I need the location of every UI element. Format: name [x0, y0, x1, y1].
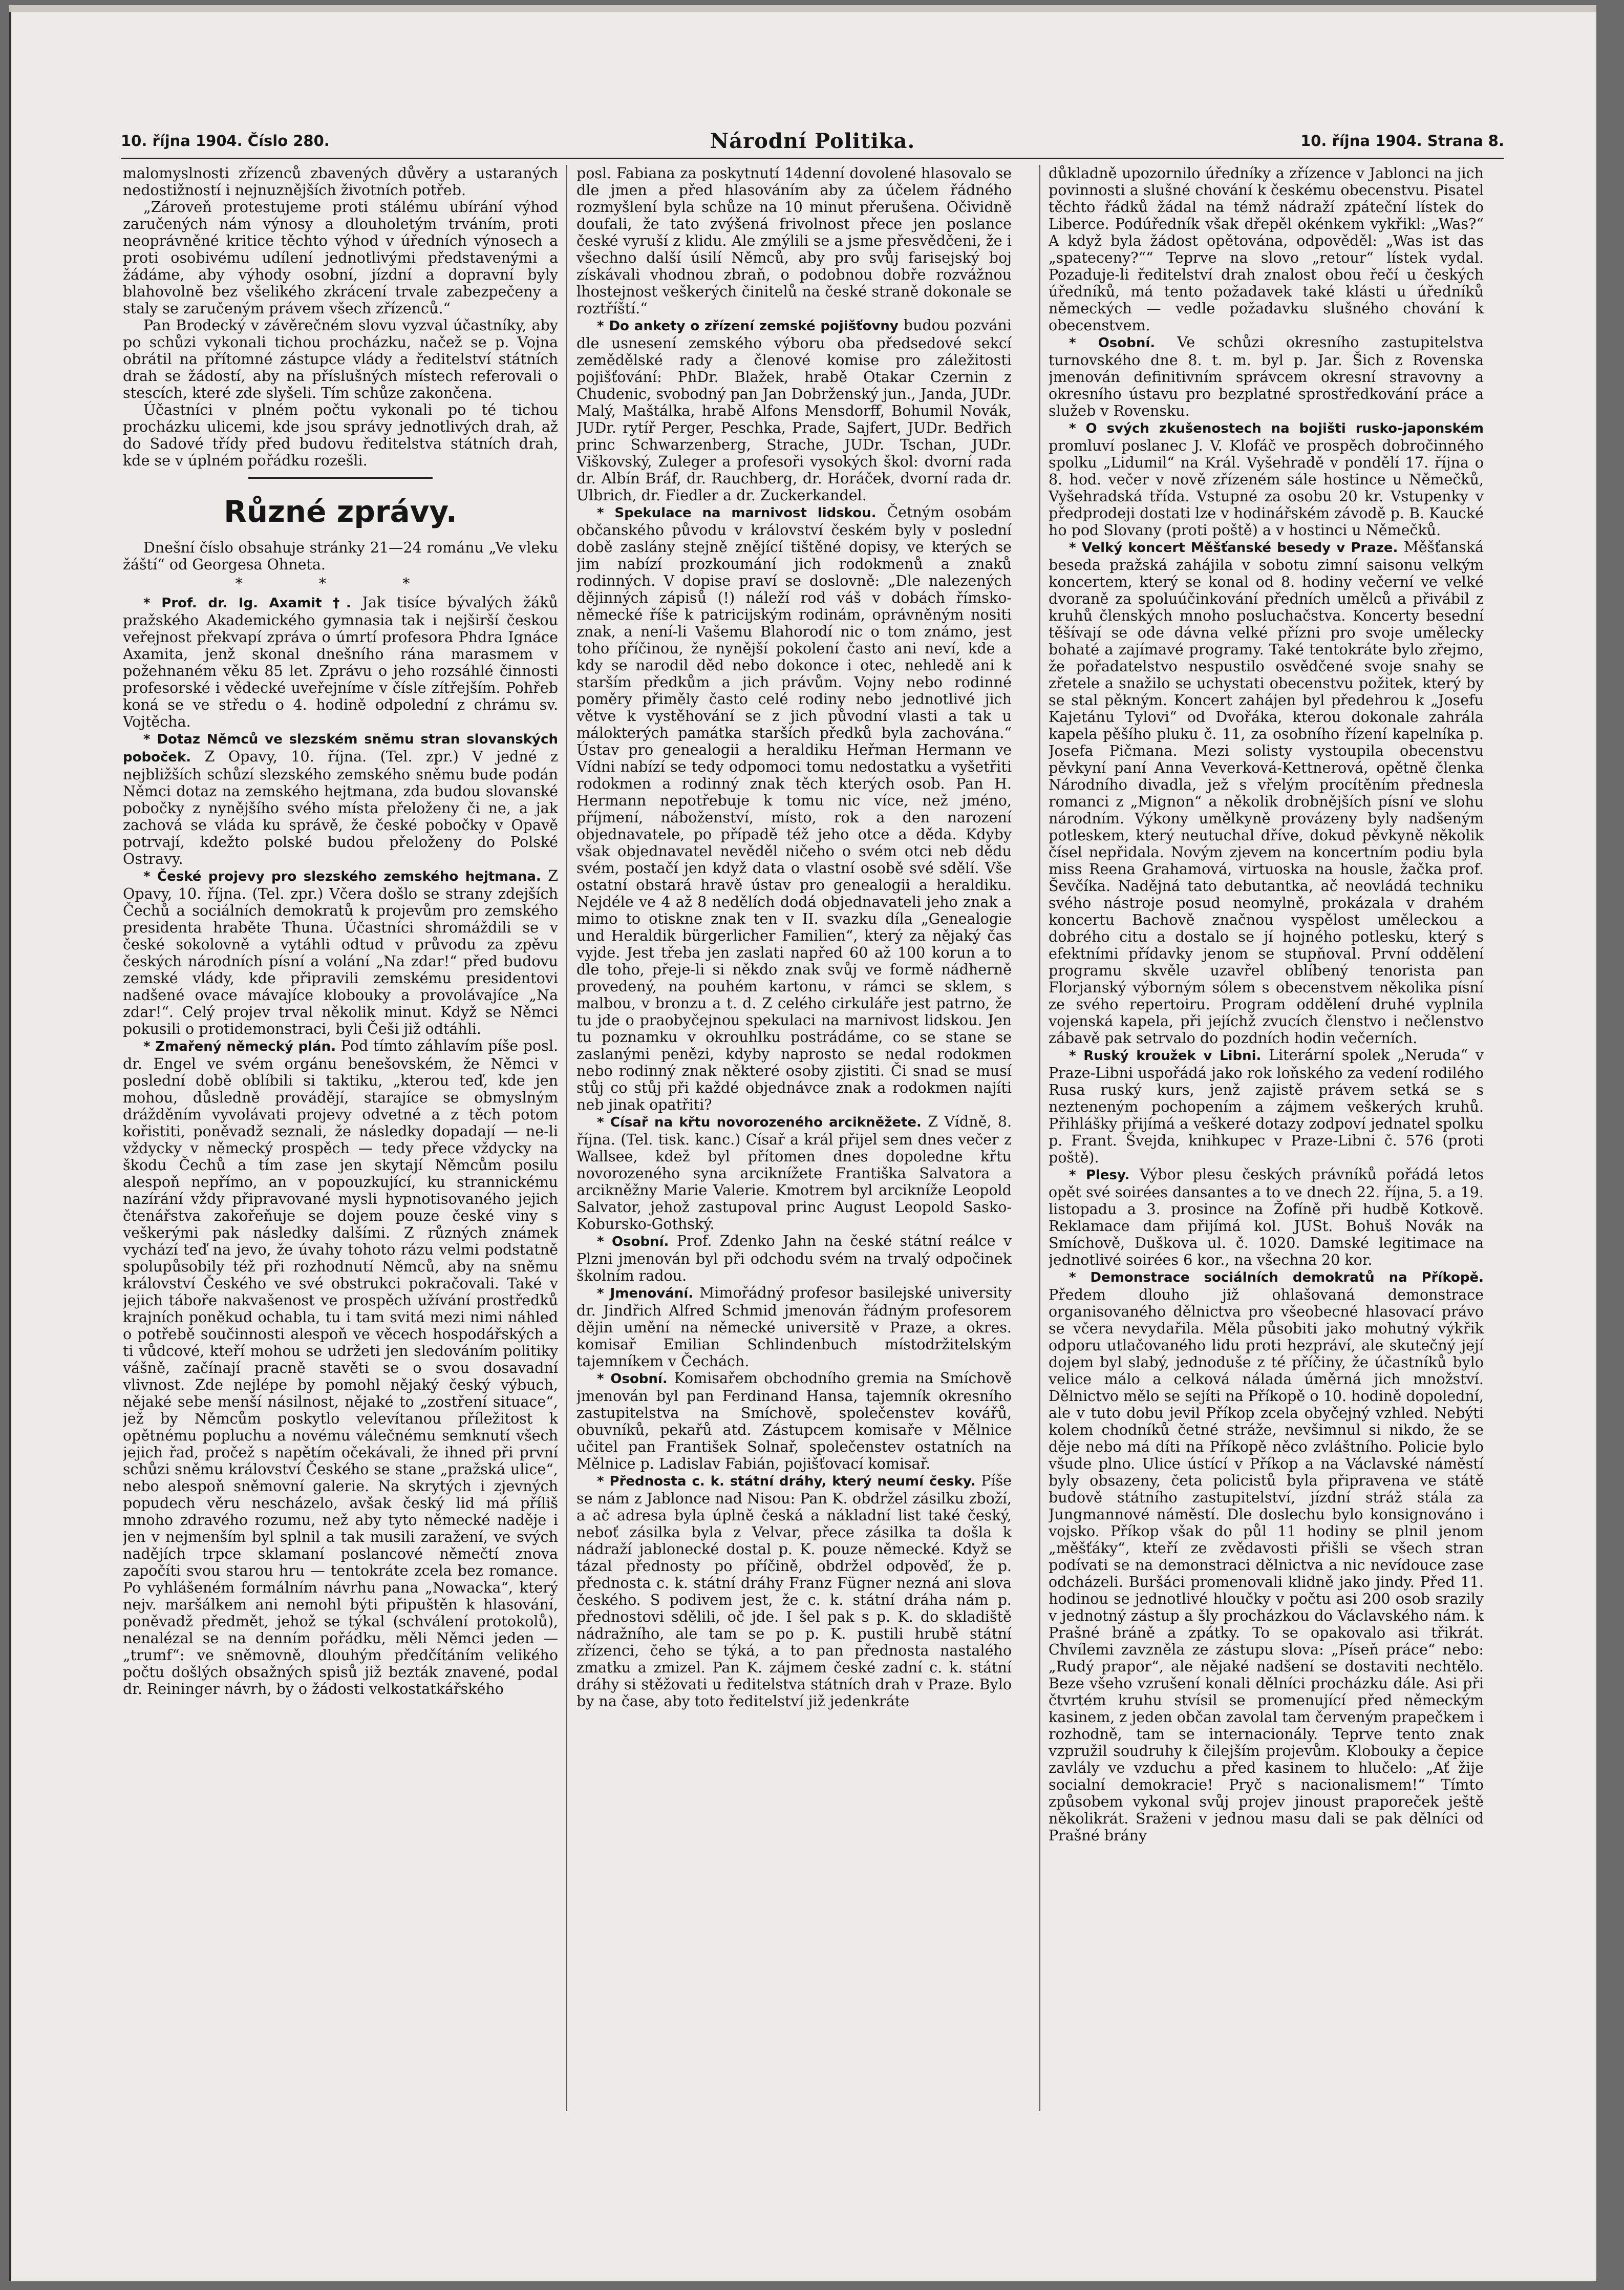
paragraph: Pan Brodecký v závěrečném slovu vyzval účastníky, aby po schůzi vykonali tichou procházku, načež se p. Vojna obrátil na přítomné zástupce vlády a ředitelství státních drah se žádostí, aby na příslušných místech referovali o stescích, které zde slyšeli. Tím schůze zakončena.: [123, 317, 558, 401]
article-heading: * Plesy.: [1069, 1168, 1130, 1183]
article-text: Měšťanská beseda pražská zahájila v sobotu zimní saisonu velkým koncertem, který se konal od 8. hodiny večerní ve velké dvoraně za spoluúčinkování předních umělců a přivábil z kruhů členských mnoho posluchačstva. Koncerty besední těšívají se ode dávna velké přízni pro svoje umělecky bohaté a zajímavé programy. Také tentokráte bylo zřejmo, že pořadatelstvo nespustilo osvědčené svoje snahy se zřetele a snažilo se uchystati obecenstvu požitek, který by se stal pěkným. Koncert zahájen byl předehrou k „Josefu Kajetánu Tylovi“ od Dvořáka, kterou dokonale zahrála kapela pěšího pluku č. 11, za osobního řízení kapelníka p. Josefa Pičmana. Mezi solisty vystoupila obecenstvu pěvkyní paní Anna Veverková-Kettnerová, opětně členka Národního divadla, jež s vřelým procítěním přednesla romanci z „Mignon“ a několik drobnějších písní ve slohu národním. Výkony umělkyně provázeny byly nadšeným potleskem, který neutuchal dříve, dokud pěvkyně několik čísel nepřidala. Novým zjevem na koncertním podiu byla miss Reena Grahamová, virtuoska na housle, žačka prof. Ševčíka. Nadějná tato debutantka, ač neovládá techniku svého nástroje posud neomylně, prokázala v drahém koncertu Bachově značnou vyspělost uměleckou a dobrého citu a dostalo se jí hojného potlesku, který s efektními přídavky jenom se stupňoval. První oddělení programu skvěle uzavřel oblíbený tenorista pan Florjanský výborným sólem s obecenstvem několika písní ze svého repertoiru. Program oddělení druhé vyplnila vojenská kapela, při jejíchž zvucích členstvo i nečlenstvo zábavě pak setrvalo do pozdních hodin večerních.: [1049, 539, 1484, 1047]
article-heading: * Osobní.: [1069, 335, 1156, 351]
article-text: Z Opavy, 10. října. (Tel. zpr.) Včera došlo se strany zdejších Čechů a sociálních demokratů k projevům pro zemského presidenta hraběte Thuna. Účastníci shromáždili se v české sokolovně a vytáhli odtud v průvodu za zpěvu českých národních písní a volání „Na zdar!“ před budovu zemské vlády, kde připravili zemskému presidentovi nadšené ovace mávajíce klobouky a provolávajíce „Na zdar!“. Celý projev trval několik minut. Když se Němci pokusili o protidemonstraci, byli Češi již odtáhli.: [123, 867, 558, 1037]
article-heading: * Dotaz Němců ve slezském sněmu stran slovanských poboček.: [123, 732, 558, 765]
article-heading: * Demonstrace sociálních demokratů na Příkopě.: [1069, 1270, 1484, 1285]
article-heading: * České projevy pro slezského zemského hejtmana.: [143, 869, 541, 884]
header-date-issue: 10. října 1904. Číslo 280.: [121, 132, 330, 150]
article-text: Výbor plesu českých právníků pořádá letos opět své soirées dansantes a to ve dnech 22. října, 5. a 19. listopadu a 3. prosince na Žofíně při hudbě Kotkově. Reklamace dam přijímá kol. JUSt. Bohuš Novák na Smíchově, Duškova ul. č. 1020. Damské legitimace na jednotlivé soirées 6 kor., na všechna 20 kor.: [1049, 1166, 1484, 1268]
paragraph: důkladně upozornilo úředníky a zřízence v Jablonci na jich povinnosti a slušné chování k českému obecenstvu. Pisatel těchto řádků žádal na témž nádraží zpáteční lístek do Liberce. Podúředník však dřepěl okénkem vykřikl: „Was?“ A když byla žádost opětována, odpověděl: „Was ist das „spateceny?““ Teprve na slovo „retour“ lístek vydal. Pozaduje-li ředitelství drah znalost obou řečí u českých úředníků, má tento požadavek také klásti u úředníků německých — vedle požadavku slušného chování k obecenstvem.: [1049, 165, 1484, 334]
article-text: promluví poslanec J. V. Klofáč ve prospěch dobročinného spolku „Lidumil“ na Král. Vyšehradě v pondělí 17. října o 8. hod. večer v nově zřízeném sále hostince u Němečků, Vyšehradská třída. Vstupné za osobu 20 kr. Vstupenky v předprodeji dostati lze v hodinářském závodě p. B. Kaucké ho pod Slovany (proti poště) a v hostinci u Němečků.: [1049, 437, 1484, 539]
article-heading: * Do ankety o zřízení zemské pojišťovny: [597, 319, 899, 334]
article-text: Mimořádný profesor basilejské university dr. Jindřich Alfred Schmid jmenován řádným profesorem dějin umění na německé universitě v Praze, a okres. komisař Emilian Schlindenbuch místodržitelským tajemníkem v Čechách.: [576, 1284, 1012, 1370]
article-heading: * Osobní.: [597, 1234, 669, 1249]
masthead: Národní Politika.: [710, 129, 915, 153]
article-heading: * Jmenování.: [597, 1286, 694, 1301]
page-edge: [9, 5, 1596, 12]
paragraph: posl. Fabiana za poskytnutí 14denní dovolené hlasovalo se dle jmen a před hlasováním aby za účelem řádného rozmyšlení byla schůze na 10 minut přerušena. Očividně doufali, že tato zvýšená frivolnost přece jen poslance české vyruší z klidu. Ale zmýlili se a jsme přesvědčeni, že i všechno další úsilí Němců, aby pro svůj farisejský boj získávali vhodnou zbraň, o podobnou dobře rozvážnou lhostejnost veškerých činitelů na české straně dokonale se roztříští.“: [576, 165, 1012, 317]
section-title: Různé zprávy.: [224, 494, 457, 529]
article-heading: * Spekulace na marnivost lidskou.: [597, 505, 877, 521]
article-heading: * Zmařený německý plán.: [143, 1039, 336, 1054]
article-text: Píše se nám z Jablonce nad Nisou: Pan K. obdržel zásilku zboží, a ač adresa byla úplně česká a nákladní list také český, neboť zásilka byla z Velvar, přece zásilka ta došla k nádraží jablonecké dostal p. K. pouze německé. Když se tázal přednosty po příčině, obdržel odpověď, že p. přednosta c. k. státní dráhy Franz Fügner nezná ani slova českého. S podivem jest, že c. k. státní dráha nám p. přednostovi sdělili, oč jde. I šel pak s p. K. do skladiště nádražního, ale tam se po p. K. pustili hrubě státní zřízenci, čeho se týká, a to pan přednosta nastalého zmatku a zmizel. Pan K. zájmem české zadní c. k. státní dráhy si stěžovati u ředitelstva státních drah v Praze. Bylo by na čase, aby toto ředitelství již jedenkráte: [576, 1472, 1012, 1710]
article-heading: * Prof. dr. Ig. Axamit †.: [143, 596, 351, 611]
article-heading: * Císař na křtu novorozeného arcikněžete.: [597, 1115, 922, 1130]
article-text: Z Vídně, 8. října. (Tel. tisk. kanc.) Císař a král přijel sem dnes večer z Wallsee, kdež byl přítomen dnes dopoledne křtu novorozeného syna arciknížete Františka Salvatora a arcikněžny Marie Valerie. Kmotrem byl arcikníže Leopold Salvator, jehož zastupoval princ August Leopold Sasko-Koburskо-Gothský.: [576, 1113, 1012, 1233]
column-2: [576, 165, 1012, 2244]
page-header: [121, 127, 1504, 159]
newspaper-page: [9, 5, 1596, 2281]
article-text: Předem dlouho již ohlašovaná demonstrace organisovaného dělnictva pro všeobecné hlasovací právo se včera nevydařila. Měla působiti jako mohutný výkřik odporu utlačovaného lidu proti hezpráví, ale skutečný její dojem byl slabý, jednoduše z té příčiny, že účastníků bylo velice málo a celková nálada úměrná jich množství. Dělnictvo mělo se sejíti na Příkopě o 10. hodině dopolední, ale v tuto dobu jevil Příkop zcela obyčejný vzhled. Nebýti kolem chodníků četné stráže, nevšimnul si nikdo, že se děje nebo má díti na Příkopě něco zvláštního. Policie bylo všude plno. Ulice ústící v Příkop a na Václavské náměstí byly obsazeny, četa policistů byla připravena ve státě budově státního zastupitelství, jízdní stráž stála za Jungmannové náměstí. Dle doslechu bylo konsignováno i vojsko. Příkop však do půl 11 hodiny se plnil jenom „měšťáky“, kteří ze zvědavosti přišli se všech stran podívati se na demonstraci dělnictva a nic nevídouce zase odcházeli. Buršáci promenovali klidně jako jindy. Před 11. hodinou se jednotlivé hloučky v počtu asi 200 osob srazily v jednotný zástup a šly procházkou do Václavského nám. k Prašné bráně a zpátky. To se opakovalo asi třikrát. Chvílemi zavzněla ze zástupu slova: „Píseň práce“ nebo: „Rudý prapor“, ale nějaké nadšení se dostaviti nechtělo. Beze všeho vzrušení konali dělníci procházku dále. Asi při čtvrtém kruhu stvísil se promenující před německým kasinem, z jeden občan zavolal tam červeným prapečkem i rozhodně, tam se internacionály. Teprve tento znak vzpružil soudruhy k čilejším projevům. Klobouky a čepice zavlály ve vzduchu a před kasinem to hlučelo: „Ať žije socialní demokracie! Pryč s nacionalismem!“ Tímto způsobem vykonal svůj projev jinoust praporeček ještě několikrát. Sraženi v jednou masu dali se pak dělníci od Prašné brány: [1049, 1286, 1484, 1844]
article-text: Jak tisíce bývalých žáků pražského Akademického gymnasia tak i nejširší českou veřejnost překvapí zpráva o úmrtí profesora Phdra Ignáce Axamita, jenž skonal dnešního rána marasmem v požehnaném věku 85 let. Zprávu o jeho rozsáhlé činnosti profesorské i vědecké uveřejníme v čísle zítřejším. Pohřeb koná se ve středu o 4. hodině odpolední z chrámu sv. Vojtěcha.: [123, 594, 558, 730]
paragraph: „Zároveň protestujeme proti stálému ubírání výhod zaručených nám výnosy a dlouholetým trváním, proti neoprávněné kritice těchto výhod v úředních výnosech a proti osobivému udílení jednotlivými představenými a žádáme, aby výhody osobní, jízdní a dopravní byly blahovolně bez všelikého zkrácení trvale zabezpečeny a staly se zaručeným právem všech zřízenců.“: [123, 199, 558, 317]
header-date-page: 10. října 1904. Strana 8.: [1300, 132, 1504, 150]
article-text: Prof. Zdenko Jahn na české státní reálce v Plzni jmenován byl při odchodu svém na trvalý odpočinek školním radou.: [576, 1233, 1012, 1284]
article-heading: * Osobní.: [597, 1371, 668, 1387]
article-text: Komisařem obchodního gremia na Smíchově jmenován byl pan Ferdinand Hansa, tajemník okresního zastupitelstva na Smíchově, společenstev kovářů, obuvníků, pekařů atd. Zástupcem komisaře v Mělnice učitel pan František Solnař, společenstev ostatních na Mělnice p. Ladislav Fabián, pojišťovací komisař.: [576, 1370, 1012, 1472]
article-text: Pod tímto záhlavím píše posl. dr. Engel ve svém orgánu benešovském, že Němci v poslední době oblíbili si taktiku, „kterou teď, kde jen mohou, důsledně provádějí, starajíce se obmyslným drážděním vyvolávati projevy odvetné a z těch potom kořistiti, poněvadž seznali, že následky dopadají — ne-li vždycky v německý prospěch — tedy přece vždycky na škodu Čechů a tím zase jen skytají Němcům posilu alespoň nepřímo, an v popouzkující, ku strannickému nazírání vždy připravované mysli hypnotisovaného jejich čtenářstva zakořeňuje se dojem pouze české viny s veškerými pak následky dalšími. Z různých známek vychází teď na jevo, že úvahy tohoto rázu velmi podstatně spolupůsobily též při rozhodnutí Němců, aby na sněmu království Českého ve své obstrukci pokračovali. Také v jejich táboře nakvašenost ve prospěch užívání prostředků krajních poněkud ochabla, tu i tam svitá mezi nimi náhled o potřebě součinnosti alespoň ve věcech hospodářských a ti vůdcové, kteří mohou se udržeti jen sledováním politiky vášně, začínají pracně stavěti se o svou dosavadní vlivnost. Zde nejlépe by pomohl nějaký český výbuch, nějaké sebe menší násilnost, nějaké to „zostření situace“, jež by Němcům poskytlo velevítanou příležitost k opětnému popluchu a novému válečnému semknutí všech jejich řad, pročež s napětím očekávali, že ihned při první schůzi sněmu království Českého se stane „pražská ulice“, nebo alespoň sněmovní galerie. Na skrytých i zjevných popudech věru nescházelo, avšak český lid má příliš mnoho zdravého rozumu, než aby tyto německé naděje i jen v nejmenším byl splnil a tak musili zaražení, ve svých nadějích trpce sklamaní poslancové němečtí znova započíti svou starou hru — tentokráte zcela bez romance. Po vyhlášeném formálním návrhu pana „Nowacka“, který nejv. maršálkem ani nemohl býti připuštěn k hlasování, poněvadž předmět, jehož se týkal (schválení protokolů), nenalézal se na denním pořádku, měli Němci jeden — „trumf“: ve sněmovně, dlouhým předčítáním velikého počtu došlých obsažných spisů již bezták znavené, podal dr. Reininger návrh, by o žádosti velkostatkářského: [123, 1037, 558, 1698]
article-heading: * Velký koncert Měšťanské besedy v Praze.: [1069, 540, 1398, 556]
paragraph: Dnešní číslo obsahuje stránky 21—24 románu „Ve vleku žáští“ od Georgesa Ohneta.: [123, 539, 558, 573]
column-3: [1049, 165, 1484, 2244]
column-rule: [1039, 165, 1040, 2111]
article-text: Literární spolek „Neruda“ v Praze-Libni uspořádá jako rok loňského za vedení rodilého Rusa ruský kurs, jenž zajistě právem setká se s nezteneným pochopením a zájmem veškerých kruhů. Přihlášky přijímá a veškeré dotazy zodpoví jednatel spolku p. Frant. Švejda, knihkupec v Praze-Libni č. 576 (proti poště).: [1049, 1047, 1484, 1166]
paragraph: malomyslnosti zřízenců zbavených důvěry a ustaraných nedostižností i nejnuznějších životních potřeb.: [123, 165, 558, 199]
article-heading: * Přednosta c. k. státní dráhy, který neumí česky.: [597, 1474, 976, 1489]
column-rule: [566, 165, 567, 2111]
article-heading: * Ruský kroužek v Libni.: [1069, 1048, 1262, 1064]
divider: [248, 477, 433, 479]
article-text: budou pozváni dle usnesení zemského výboru oba předsedové sekcí zemědělské rady a členové komise pro záležitosti pojišťování: PhDr. Blažek, hrabě Otakar Czernin z Chudenic, svobodný pan Jan Dobrženský jun., Janda, JUDr. Malý, Maštálka, hrabě Alfons Mensdorff, Bohumil Novák, JUDr. rytíř Perger, Peschka, Prade, Sajfert, JUDr. Bedřich princ Schwarzenberg, Strache, JUDr. Tschan, JUDr. Viškovský, Zuleger a profesoři vysokých škol: dvorní rada dr. Albín Bráf, dr. Rauchberg, dr. Horáček, dvorní rada dr. Ulbrich, dr. Fiedler a dr. Zuckerkandel.: [576, 317, 1012, 504]
article-text: Ve schůzi okresního zastupitelstva turnovského dne 8. t. m. byl p. Jar. Šich z Rovenska jmenován definitivním správcem okresní stravovny a okresního ústavu pro bezplatné sprostředkování práce a služeb v Rovensku.: [1049, 334, 1484, 419]
article-heading: * O svých zkušenostech na bojišti rusko-japonském: [1069, 421, 1484, 436]
stars-divider: * * *: [235, 575, 446, 592]
column-1: [123, 165, 558, 2244]
paragraph: Účastníci v plném počtu vykonali po té tichou procházku ulicemi, kde jsou správy jednotlivých drah, až do Sadové třídy před budovu ředitelstva státních drah, kde se v úplném pořádku rozešli.: [123, 401, 558, 469]
article-text: Z Opavy, 10. října. (Tel. zpr.) V jedné z nejbližších schůzí slezského zemského sněmu bude podán Němci dotaz na zemského hejtmana, zda budou slovanské pobočky z nynějšího svého místa přeloženy či ne, a jak zachová se vláda ku správě, že české pobočky v Opavě potrvají, kdežto polské budou přeloženy do Polské Ostravy.: [123, 748, 558, 867]
article-text: Četným osobám občanského původu v království českém byly v poslední době zaslány stejně znějící tištěné dopisy, ve kterých se jim nabízí prozkoumání jich rodokmenů a znaků rodinných. V dopise praví se doslovně: „Dle nalezených dějinných zápisů (!) náleží rod váš v dobách římsko-německé říše k patricijským rodinám, oprávněným nositi znak, a není-li Vašemu Blahorodí nic o tom známo, jest toho příčinou, že nynější pokolení často ani neví, kde a kdy se narodil děd nebo dokonce i otec, nehledě ani k starším předkům a jich právům. Vojny nebo rodinné poměry přiměly často celé rodiny nebo jednotlivé jich větve k vystěhování se z jich původní vlasti a tak u málokterých památka starších předků byla zachována.“ Ústav pro genealogii a heraldiku Heřman Hermann ve Vídni nabízí se tedy odpomoci tomu nedostatku a vyšetřiti rodokmen a rodinný znak těch kterých osob. Pan H. Hermann nepotřebuje k tomu nic více, než jméno, příjmení, náboženství, místo, rok a den narození objednavatele, po případě též jeho otce a děda. Kdyby však objednavatel nevěděl ničeho o svém otci neb dědu svém, postačí jen když data o vlastní osobě své sdělí. Vše ostatní obstará hravě ústav pro genealogii a heraldiku. Nejdéle ve 4 až 8 nedělích dodá objednavateli jeho znak a mimo to otiskne znak ten v II. svazku díla „Genealogie und Heraldik bürgerlicher Familien“, který za nějaký čas vyjde. Jest třeba jen zaslati napřed 60 až 100 korun a to dle toho, přeje-li si někdo znak svůj ve formě nádherně provedený, na pouhém kartonu, v rámci se sklem, s malbou, v bronzu a t. d. Z celého cirkuláře jest patrno, že tu jde o praobyčejnou spekulaci na marnivost lidskou. Jen tu poznamku v okrouhlku postrádáme, co se stane se zaslanými penězi, kdyby naprosto se nedal rodokmen nebo rodinný znak některé osoby zjistiti. Či snad se musí stůj co stůj při každé objednávce znak a rodokmen najíti neb jinak opatřiti?: [576, 504, 1012, 1113]
